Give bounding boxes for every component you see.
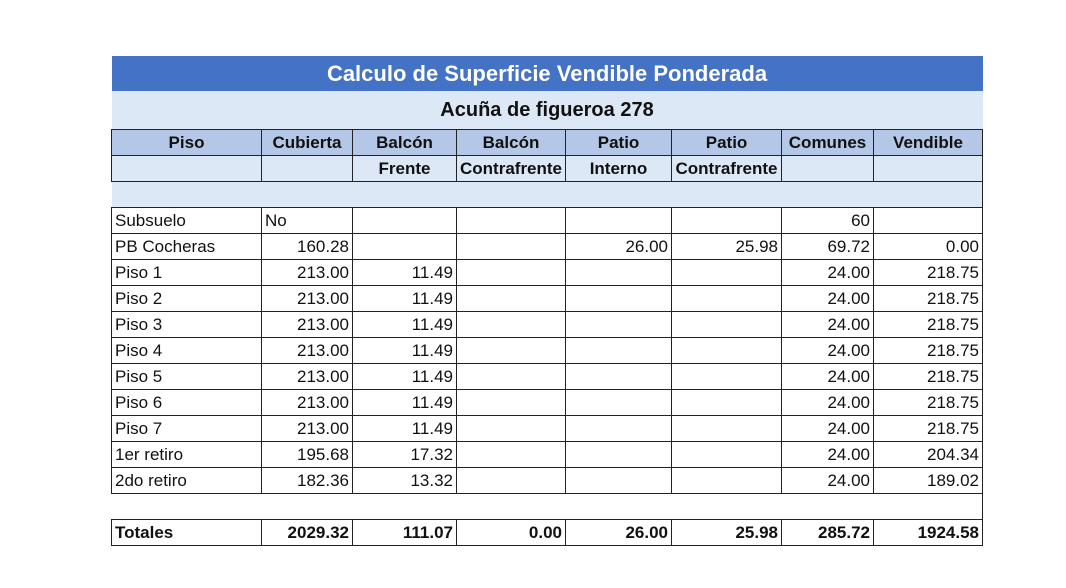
value-cell[interactable]: 182.36 — [262, 468, 353, 494]
value-cell[interactable]: No — [262, 208, 353, 234]
value-cell[interactable] — [672, 338, 782, 364]
subheader-cell[interactable]: Interno — [566, 156, 672, 182]
value-cell[interactable]: 17.32 — [353, 442, 457, 468]
sheet-subtitle[interactable]: Acuña de figueroa 278 — [112, 91, 983, 130]
row-label-cell[interactable]: Piso 5 — [112, 364, 262, 390]
value-cell[interactable] — [672, 390, 782, 416]
subheader-cell[interactable] — [874, 156, 983, 182]
header-row-2 — [112, 156, 983, 182]
value-cell[interactable]: 11.49 — [353, 338, 457, 364]
value-cell[interactable]: 11.49 — [353, 312, 457, 338]
value-cell[interactable] — [672, 286, 782, 312]
value-cell[interactable] — [672, 260, 782, 286]
value-cell[interactable]: 24.00 — [782, 442, 874, 468]
value-cell[interactable]: 24.00 — [782, 338, 874, 364]
totals-label-cell[interactable]: Totales — [112, 520, 262, 546]
value-cell[interactable] — [457, 286, 566, 312]
value-cell[interactable] — [353, 234, 457, 260]
subheader-cell[interactable] — [782, 156, 874, 182]
value-cell[interactable] — [672, 364, 782, 390]
header-cell[interactable]: Patio — [566, 130, 672, 156]
sheet-title[interactable]: Calculo de Superficie Vendible Ponderada — [112, 56, 983, 91]
value-cell[interactable] — [566, 312, 672, 338]
row-label-cell[interactable]: 2do retiro — [112, 468, 262, 494]
value-cell[interactable]: 218.75 — [874, 312, 983, 338]
spreadsheet-table — [111, 56, 983, 546]
totals-row — [112, 520, 983, 546]
value-cell[interactable] — [672, 442, 782, 468]
value-cell[interactable]: 24.00 — [782, 312, 874, 338]
row-label-cell[interactable]: Piso 3 — [112, 312, 262, 338]
row-label-cell[interactable]: Subsuelo — [112, 208, 262, 234]
value-cell[interactable]: 160.28 — [262, 234, 353, 260]
value-cell[interactable]: 218.75 — [874, 260, 983, 286]
subheader-cell[interactable] — [112, 156, 262, 182]
value-cell[interactable] — [457, 208, 566, 234]
value-cell[interactable]: 11.49 — [353, 390, 457, 416]
value-cell[interactable]: 25.98 — [672, 234, 782, 260]
subheader-cell[interactable]: Contrafrente — [672, 156, 782, 182]
value-cell[interactable]: 195.68 — [262, 442, 353, 468]
blank-cell[interactable] — [112, 182, 983, 208]
subheader-cell[interactable]: Frente — [353, 156, 457, 182]
value-cell[interactable] — [457, 312, 566, 338]
blank-row — [112, 182, 983, 208]
value-cell[interactable]: 11.49 — [353, 260, 457, 286]
row-label-cell[interactable]: Piso 2 — [112, 286, 262, 312]
total-value-cell[interactable]: 25.98 — [672, 520, 782, 546]
value-cell[interactable] — [566, 468, 672, 494]
row-label-cell[interactable]: 1er retiro — [112, 442, 262, 468]
value-cell[interactable]: 213.00 — [262, 312, 353, 338]
value-cell[interactable]: 204.34 — [874, 442, 983, 468]
value-cell[interactable] — [566, 390, 672, 416]
value-cell[interactable]: 218.75 — [874, 364, 983, 390]
subtitle-row — [112, 91, 983, 130]
value-cell[interactable] — [566, 416, 672, 442]
value-cell[interactable] — [353, 208, 457, 234]
row-label-cell[interactable]: Piso 1 — [112, 260, 262, 286]
value-cell[interactable]: 213.00 — [262, 364, 353, 390]
value-cell[interactable] — [566, 364, 672, 390]
table-row — [112, 338, 983, 364]
value-cell[interactable] — [672, 416, 782, 442]
value-cell[interactable]: 24.00 — [782, 416, 874, 442]
value-cell[interactable]: 69.72 — [782, 234, 874, 260]
spacer-cell[interactable] — [112, 494, 983, 520]
table-row — [112, 390, 983, 416]
header-cell[interactable]: Patio — [672, 130, 782, 156]
value-cell[interactable]: 218.75 — [874, 416, 983, 442]
value-cell[interactable]: 218.75 — [874, 338, 983, 364]
value-cell[interactable] — [457, 416, 566, 442]
table-row — [112, 260, 983, 286]
value-cell[interactable] — [457, 468, 566, 494]
value-cell[interactable]: 189.02 — [874, 468, 983, 494]
total-value-cell[interactable]: 1924.58 — [874, 520, 983, 546]
total-value-cell[interactable]: 26.00 — [566, 520, 672, 546]
value-cell[interactable]: 24.00 — [782, 260, 874, 286]
header-cell[interactable]: Balcón — [353, 130, 457, 156]
value-cell[interactable]: 213.00 — [262, 416, 353, 442]
value-cell[interactable]: 218.75 — [874, 390, 983, 416]
table-row — [112, 442, 983, 468]
value-cell[interactable]: 24.00 — [782, 364, 874, 390]
value-cell[interactable]: 11.49 — [353, 286, 457, 312]
total-value-cell[interactable]: 0.00 — [457, 520, 566, 546]
table-row — [112, 286, 983, 312]
title-row — [112, 56, 983, 91]
subheader-cell[interactable]: Contrafrente — [457, 156, 566, 182]
header-cell[interactable]: Piso — [112, 130, 262, 156]
row-label-cell[interactable]: Piso 4 — [112, 338, 262, 364]
value-cell[interactable]: 0.00 — [874, 234, 983, 260]
value-cell[interactable] — [566, 208, 672, 234]
header-cell[interactable]: Balcón — [457, 130, 566, 156]
value-cell[interactable] — [457, 390, 566, 416]
header-cell[interactable]: Comunes — [782, 130, 874, 156]
value-cell[interactable] — [566, 286, 672, 312]
value-cell[interactable]: 213.00 — [262, 390, 353, 416]
value-cell[interactable] — [672, 208, 782, 234]
subheader-cell[interactable] — [262, 156, 353, 182]
table-row — [112, 208, 983, 234]
value-cell[interactable] — [457, 364, 566, 390]
table-row — [112, 312, 983, 338]
value-cell[interactable]: 24.00 — [782, 390, 874, 416]
value-cell[interactable]: 24.00 — [782, 468, 874, 494]
value-cell[interactable] — [457, 442, 566, 468]
value-cell[interactable] — [457, 260, 566, 286]
row-label-cell[interactable]: Piso 6 — [112, 390, 262, 416]
value-cell[interactable]: 24.00 — [782, 286, 874, 312]
value-cell[interactable] — [457, 338, 566, 364]
value-cell[interactable] — [874, 208, 983, 234]
value-cell[interactable] — [566, 442, 672, 468]
value-cell[interactable]: 11.49 — [353, 364, 457, 390]
row-label-cell[interactable]: PB Cocheras — [112, 234, 262, 260]
value-cell[interactable]: 213.00 — [262, 338, 353, 364]
value-cell[interactable]: 11.49 — [353, 416, 457, 442]
value-cell[interactable]: 60 — [782, 208, 874, 234]
total-value-cell[interactable]: 111.07 — [353, 520, 457, 546]
table-row — [112, 468, 983, 494]
table-row — [112, 416, 983, 442]
header-row-1 — [112, 130, 983, 156]
value-cell[interactable] — [457, 234, 566, 260]
value-cell[interactable]: 213.00 — [262, 286, 353, 312]
header-cell[interactable]: Vendible — [874, 130, 983, 156]
value-cell[interactable]: 218.75 — [874, 286, 983, 312]
spacer-row — [112, 494, 983, 520]
value-cell[interactable] — [672, 312, 782, 338]
table-row — [112, 234, 983, 260]
value-cell[interactable] — [672, 468, 782, 494]
value-cell[interactable]: 213.00 — [262, 260, 353, 286]
total-value-cell[interactable]: 285.72 — [782, 520, 874, 546]
value-cell[interactable]: 13.32 — [353, 468, 457, 494]
table-row — [112, 364, 983, 390]
total-value-cell[interactable]: 2029.32 — [262, 520, 353, 546]
data-rows — [112, 208, 983, 494]
value-cell[interactable] — [566, 260, 672, 286]
value-cell[interactable] — [566, 338, 672, 364]
value-cell[interactable]: 26.00 — [566, 234, 672, 260]
header-cell[interactable]: Cubierta — [262, 130, 353, 156]
row-label-cell[interactable]: Piso 7 — [112, 416, 262, 442]
